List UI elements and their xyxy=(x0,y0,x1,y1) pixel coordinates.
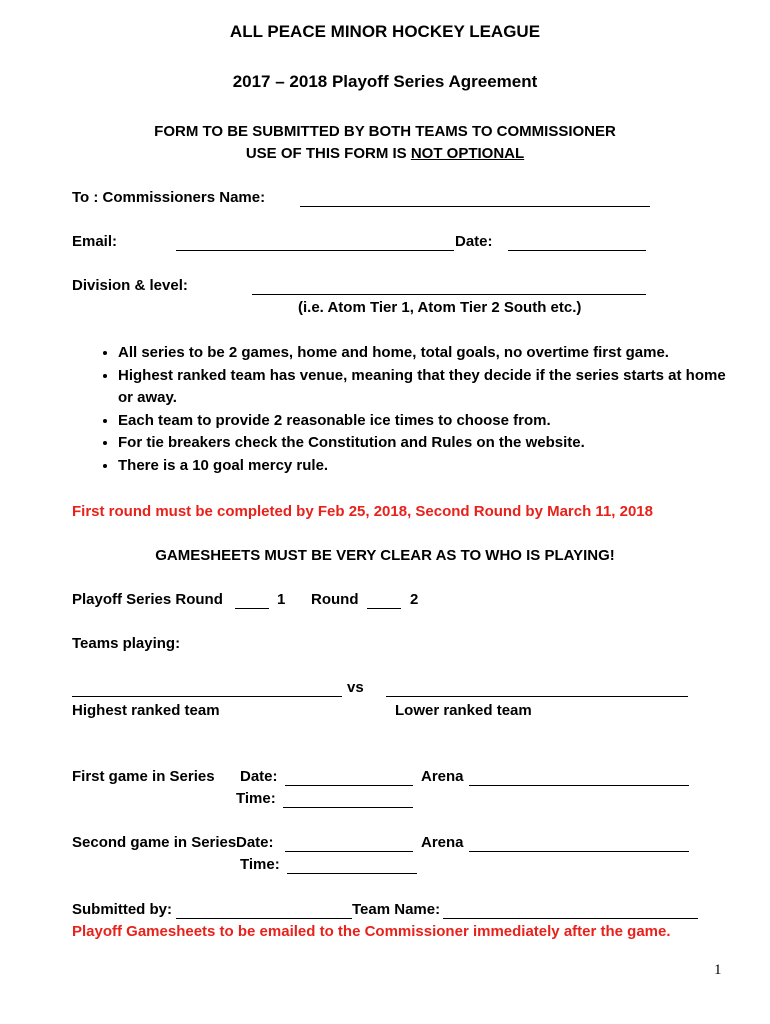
division-hint: (i.e. Atom Tier 1, Atom Tier 2 South etc.) xyxy=(298,299,582,316)
date-label: Date: xyxy=(455,233,493,250)
vs-label: vs xyxy=(347,679,364,696)
commissioner-name-field[interactable] xyxy=(300,206,650,207)
date-field[interactable] xyxy=(508,250,646,251)
rules-list xyxy=(96,342,728,477)
rule-item: • For tie breakers check the Constitution and Rules on the website. xyxy=(118,432,728,455)
mandatory-notice xyxy=(0,144,770,164)
round-2-number: 2 xyxy=(410,591,419,608)
first-game-label: First game in Series xyxy=(72,768,215,785)
division-field[interactable] xyxy=(252,294,646,295)
round-label: Round xyxy=(311,591,359,608)
form-title: 2017 – 2018 Playoff Series Agreement xyxy=(232,72,538,91)
first-game-date-label: Date: xyxy=(240,768,278,785)
second-game-arena-field[interactable] xyxy=(469,851,689,852)
lower-ranked-label: Lower ranked team xyxy=(395,702,532,719)
submitted-by-label: Submitted by: xyxy=(72,901,172,918)
second-game-date-field[interactable] xyxy=(285,851,413,852)
not-optional-text: NOT OPTIONAL xyxy=(410,145,525,162)
gamesheet-email-notice: Playoff Gamesheets to be emailed to the Commissioner immediately after the game. xyxy=(72,923,671,940)
division-label: Division & level: xyxy=(72,277,188,294)
team-name-field[interactable] xyxy=(443,918,698,919)
first-game-arena-label: Arena xyxy=(421,768,464,785)
highest-ranked-label: Highest ranked team xyxy=(72,702,220,719)
email-field[interactable] xyxy=(176,250,454,251)
league-title: ALL PEACE MINOR HOCKEY LEAGUE xyxy=(229,22,541,41)
team-name-label: Team Name: xyxy=(352,901,441,918)
rule-item: • All series to be 2 games, home and home, total goals, no overtime first game. xyxy=(118,342,728,365)
first-game-date-field[interactable] xyxy=(285,785,413,786)
lower-team-field[interactable] xyxy=(386,696,688,697)
page-number: 1 xyxy=(714,962,722,978)
first-game-arena-field[interactable] xyxy=(469,785,689,786)
submission-instruction: FORM TO BE SUBMITTED BY BOTH TEAMS TO COMMISSIONER xyxy=(154,123,616,140)
round-1-checkbox[interactable] xyxy=(235,608,269,609)
second-game-time-label: Time: xyxy=(240,856,280,873)
first-game-time-field[interactable] xyxy=(283,807,413,808)
submitted-by-field[interactable] xyxy=(176,918,352,919)
teams-playing-label: Teams playing: xyxy=(72,635,181,652)
rule-item: • There is a 10 goal mercy rule. xyxy=(118,455,728,478)
deadline-notice: First round must be completed by Feb 25, 2018, Second Round by March 11, 2018 xyxy=(72,503,653,520)
second-game-label: Second game in Series xyxy=(72,834,237,851)
second-game-arena-label: Arena xyxy=(421,834,464,851)
rule-item: • Highest ranked team has venue, meaning that they decide if the series starts at home or away. xyxy=(118,365,728,410)
gamesheet-notice: GAMESHEETS MUST BE VERY CLEAR AS TO WHO IS PLAYING! xyxy=(155,547,615,564)
rule-item: • Each team to provide 2 reasonable ice times to choose from. xyxy=(118,410,728,433)
round-1-number: 1 xyxy=(277,591,286,608)
first-game-time-label: Time: xyxy=(236,790,276,807)
second-game-date-label: Date: xyxy=(236,834,274,851)
email-label: Email: xyxy=(72,233,118,250)
commissioner-name-label: To : Commissioners Name: xyxy=(72,189,266,206)
second-game-time-field[interactable] xyxy=(287,873,417,874)
playoff-round-label: Playoff Series Round xyxy=(72,591,223,608)
round-2-checkbox[interactable] xyxy=(367,608,401,609)
highest-team-field[interactable] xyxy=(72,696,342,697)
mandatory-notice-prefix: USE OF THIS FORM IS xyxy=(245,145,411,162)
